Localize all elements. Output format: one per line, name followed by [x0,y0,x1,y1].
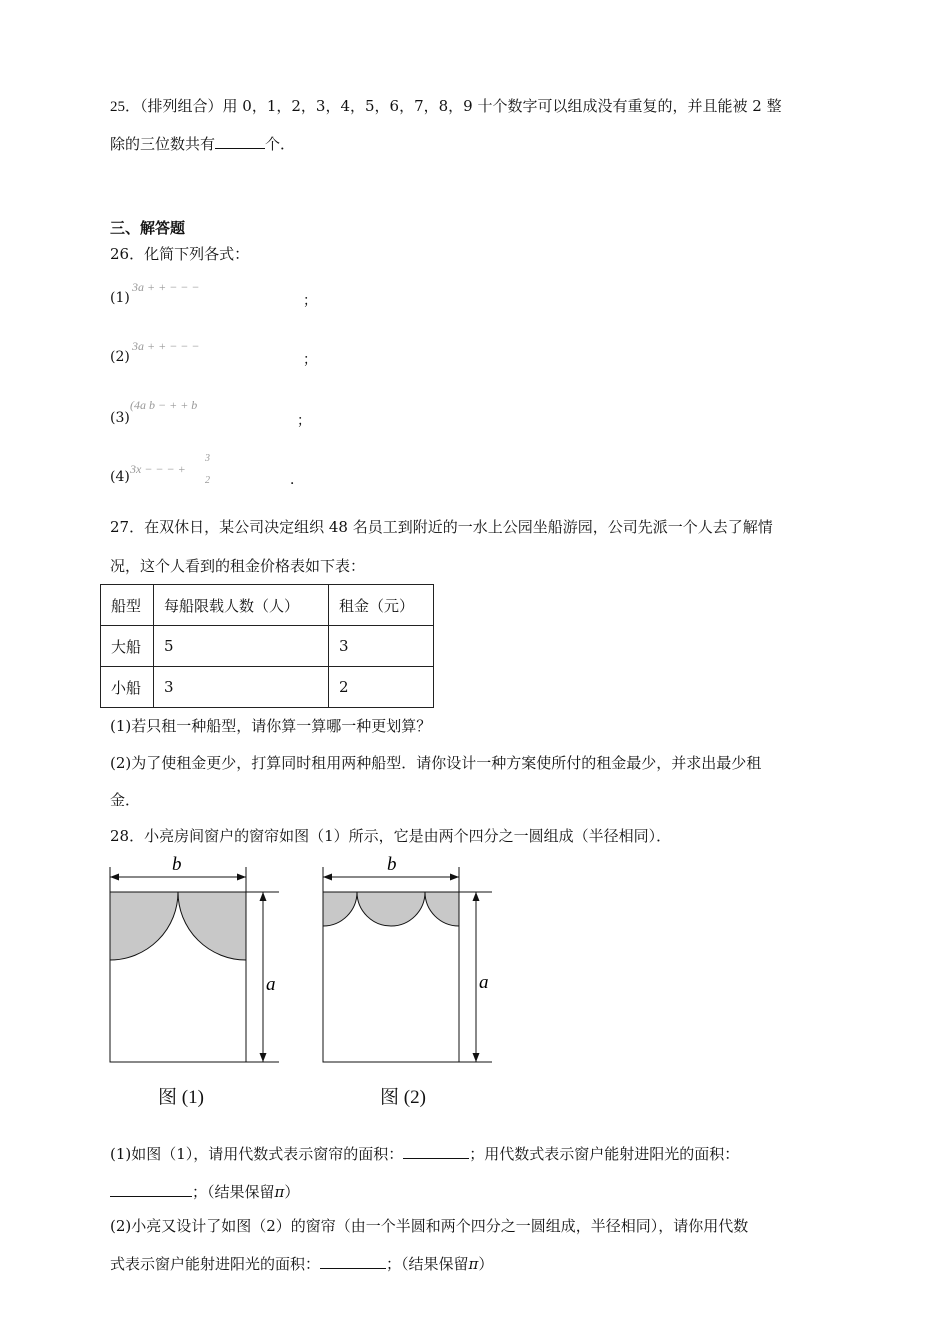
fig2-left-quarter-circle [323,892,357,926]
q27-sub2-line2: 金． [110,791,141,809]
q25-text-2: 除的三位数共有 [110,135,216,153]
fig2-label-a: a [479,972,489,993]
table-cell: 小船 [101,667,154,708]
figure-2-caption: 图 (2) [380,1087,426,1108]
close-paren: ） [284,1183,300,1201]
q26-item-1 [110,280,320,310]
table-row [101,667,434,708]
table-cell: 3 [154,667,329,708]
q28-sub1-text-1: (1)如图（1），请用代数式表示窗帘的面积： [110,1145,404,1163]
curtain-area-blank[interactable] [403,1158,469,1159]
fig2-right-quarter-circle [425,892,459,926]
q25-answer-blank[interactable] [215,148,265,149]
fig1-right-quarter-circle [178,892,246,960]
q26-item-4-fraction-denominator: 2 [205,475,210,486]
fig1-label-b: b [172,854,182,875]
q28-sub2-line1: (2)小亮又设计了如图（2）的窗帘（由一个半圆和两个四分之一圆组成，半径相同），请你用代数 [110,1217,749,1235]
q26-item-4 [110,455,310,489]
q25-line2 [110,133,295,154]
q27-sub2-line1: (2)为了使租金更少，打算同时租用两种船型．请你设计一种方案使所付的租金最少，并求出最少租 [110,754,762,772]
table-header-row [101,585,434,626]
table-header-cell: 船型 [101,585,154,626]
figure-2-curtain [313,850,513,1070]
q28-sub1-line2 [110,1181,299,1202]
table-cell: 2 [329,667,434,708]
rent-price-table [100,584,434,708]
q26-item-3-index: (3) [110,410,130,426]
q28-sub1-line1 [110,1143,739,1164]
q26-item-2-end: ； [303,352,317,368]
sunlight-area-blank-2[interactable] [320,1268,386,1269]
q25-number: 25． [110,99,141,115]
q26-item-1-index: (1) [110,290,130,306]
q25-text-3: 个． [265,135,296,153]
figure-1-curtain [100,850,300,1070]
pi-symbol: π [468,1255,479,1273]
q27-sub1: (1)若只租一种船型，请你算一算哪一种更划算？ [110,717,432,735]
q27-line2: 况，这个人看到的租金价格表如下表： [110,557,366,575]
table-cell: 5 [154,626,329,667]
table-cell: 大船 [101,626,154,667]
sunlight-area-blank-1[interactable] [110,1196,192,1197]
q26-stem: 26．化简下列各式： [110,245,250,263]
close-paren: ） [478,1255,494,1273]
q26-item-4-index: (4) [110,469,130,485]
q28-sub2-text-1: 式表示窗户能射进阳光的面积： [110,1255,321,1273]
q28-sub1-text-2: ；用代数式表示窗户能射进阳光的面积： [469,1145,740,1163]
fig2-middle-semicircle [357,892,425,926]
q28-sub2-line2 [110,1253,493,1274]
q28-sub2-text-2: ；（结果保留 [386,1255,469,1273]
figure-1-caption: 图 (1) [158,1087,204,1108]
table-header-cell: 每船限载人数（人） [154,585,329,626]
table-header-cell: 租金（元） [329,585,434,626]
section-heading: 三、解答题 [110,219,186,237]
q27-line1: 27．在双休日，某公司决定组织 48 名员工到附近的一水上公园坐船游园，公司先派一个人去了解情 [110,518,773,536]
fig2-label-b: b [387,854,397,875]
fig1-left-quarter-circle [110,892,178,960]
q26-item-4-expression: 3x − − − + [130,462,186,476]
q26-item-4-fraction-numerator: 3 [205,453,210,464]
q28-stem: 28．小亮房间窗户的窗帘如图（1）所示，它是由两个四分之一圆组成（半径相同）． [110,827,672,845]
q26-item-3-end: ； [297,413,311,429]
pi-symbol: π [274,1183,285,1201]
q26-item-1-end: ； [303,293,317,309]
q26-item-3 [110,398,320,428]
q26-item-2-index: (2) [110,349,130,365]
q28-sub1-text-3: ；（结果保留 [192,1183,275,1201]
q25-text-1: （排列组合）用 0，1，2，3，4，5，6，7，8，9 十个数字可以组成没有重复的，并且能被 2 整 [140,97,782,115]
q25-line1 [110,95,782,116]
q26-item-2-expression: 3a + + − − − [132,339,200,353]
q26-item-3-expression: (4a b − + + b [130,398,198,412]
table-cell: 3 [329,626,434,667]
q26-item-4-end: ． [290,472,304,488]
q26-item-1-expression: 3a + + − − − [132,280,200,294]
q26-item-2 [110,339,320,369]
fig1-label-a: a [266,974,276,995]
table-row [101,626,434,667]
